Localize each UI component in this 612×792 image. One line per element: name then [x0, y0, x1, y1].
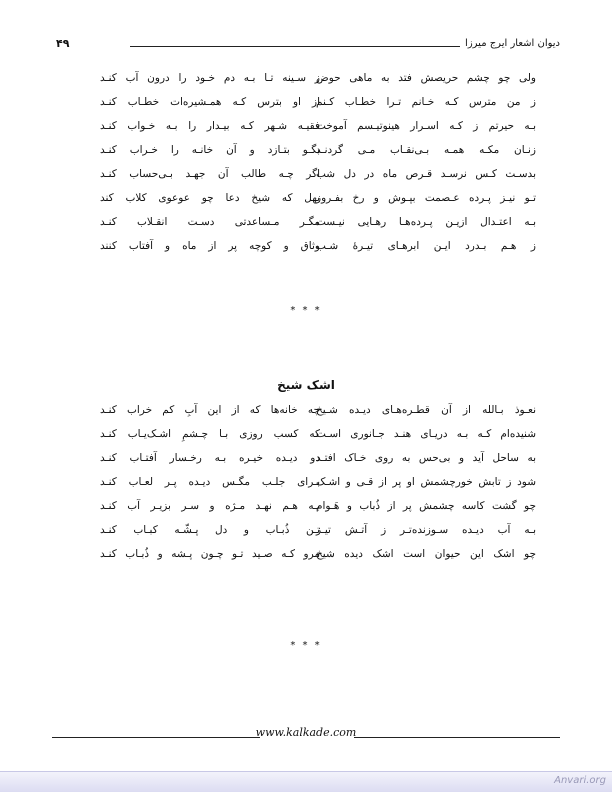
page-header [52, 36, 560, 56]
verse-line: تـن ذُبـاب و دل پـشّـه کبـاب کنـد [100, 524, 320, 536]
verse-line: تـو نیـز پـرده عـصمت بپـوش و رخ بفـروز [316, 192, 536, 204]
verse-line: وثاق و کوچه پر از ماه و آفتاب کنند [100, 240, 320, 252]
verse-line: چه خانه‌ها که از این آبِ کم خراب کنـد [100, 404, 320, 416]
verse-line: دو دیـده خیـره بـه رخـسار آفتـاب کنـد [100, 452, 320, 464]
verse-line: بـرای جلـب مگـس دیـده پـر لعـاب کنـد [100, 476, 320, 488]
verse-line: فقیـه شـهر کـه بیـدار را بـه خـواب کنـد [100, 120, 320, 132]
verse-line: چو اشک این حیوان است اشک دیده شیخ [316, 548, 536, 560]
verse-line: بـه اعتـدال ازیـن پـرده‌هـا رهـایی نیـست [316, 216, 536, 228]
poem-title: اشک شیخ [277, 378, 335, 392]
verse-line: از او بترس کـه همـشیره‌ات خطـاب کنـد [100, 96, 320, 108]
stanza-1-left-hemistichs [100, 66, 320, 258]
verse-line: چو گشت کاسه چشمش پر از ذُباب و هَـوام [316, 500, 536, 512]
watermark-bar [0, 771, 612, 792]
verse-line: به ساحل آید و بی‌حس به روی خـاک افتـد [316, 452, 536, 464]
verse-line: بـه حیرتم ز کـه اسـرار هینوتیـسم آموخت [316, 120, 536, 132]
verse-line: که کسب روزی بـا چـشمِ اشـک‌یـاب کنـد [100, 428, 320, 440]
page-footer [52, 726, 560, 746]
verse-line: ز من مترس کـه خـانم تـرا خطـاب کـنم [316, 96, 536, 108]
verse-line: زنـان مکـه همـه بـی‌نقـاب مـی گردنـد [316, 144, 536, 156]
verse-line: ز سـینه تـا بـه دم خـود را درون آب کنـد [100, 72, 320, 84]
verse-line: بهل که شیخ دعا چو عوعوی کلاب کند [100, 192, 320, 204]
stanza-2-right-hemistichs [316, 398, 536, 566]
stanza-2-left-hemistichs [100, 398, 320, 566]
verse-line: بـه آب دیـده سـوزنده‌تـر ز آتـش تیـز [316, 524, 536, 536]
verse-line: بدسـت کـس نرسـد قـرص ماه در دل شب [316, 168, 536, 180]
verse-line: اگر چـه طالب آن جهـد بـی‌حساب کنـد [100, 168, 320, 180]
section-separator: * * * [290, 305, 322, 316]
footer-website: www.kalkade.com [255, 726, 357, 739]
book-title: دیوان اشعار ایرج میرزا [465, 38, 560, 49]
footer-rule-right [354, 737, 560, 738]
verse-line: نعـوذ بـالله از آن قطـره‌هـای دیـده شـیخ [316, 404, 536, 416]
header-rule [130, 46, 460, 47]
section-separator: * * * [290, 640, 322, 651]
verse-line: بگـو بتـازد و آن خانـه را خـراب کنـد [100, 144, 320, 156]
verse-line: ولی چو چشم حریصش فتد به ماهی حوض [316, 72, 536, 84]
page-number: ۴۹ [56, 37, 70, 50]
verse-line: بـه هـم نهـد مـژه و سـر بزیـر آب کنـد [100, 500, 320, 512]
verse-line: مگـر مـساعدتی دسـت انقـلاب کنـد [100, 216, 320, 228]
watermark-text: Anvari.org [554, 775, 606, 786]
verse-line: شود ز تابش خورچشمش او پر از قـی و اشـک [316, 476, 536, 488]
verse-line: ز هـم بـدرد ایـن ابرهـای تیـرهٔ شـب [316, 240, 536, 252]
verse-line: مرو کـه صـید تـو چـون پـشه و ذُبـاب کنـد [100, 548, 320, 560]
verse-line: شنیده‌ام کـه بـه دریـای هنـد جـانوری اسـت [316, 428, 536, 440]
stanza-1-right-hemistichs [316, 66, 536, 258]
